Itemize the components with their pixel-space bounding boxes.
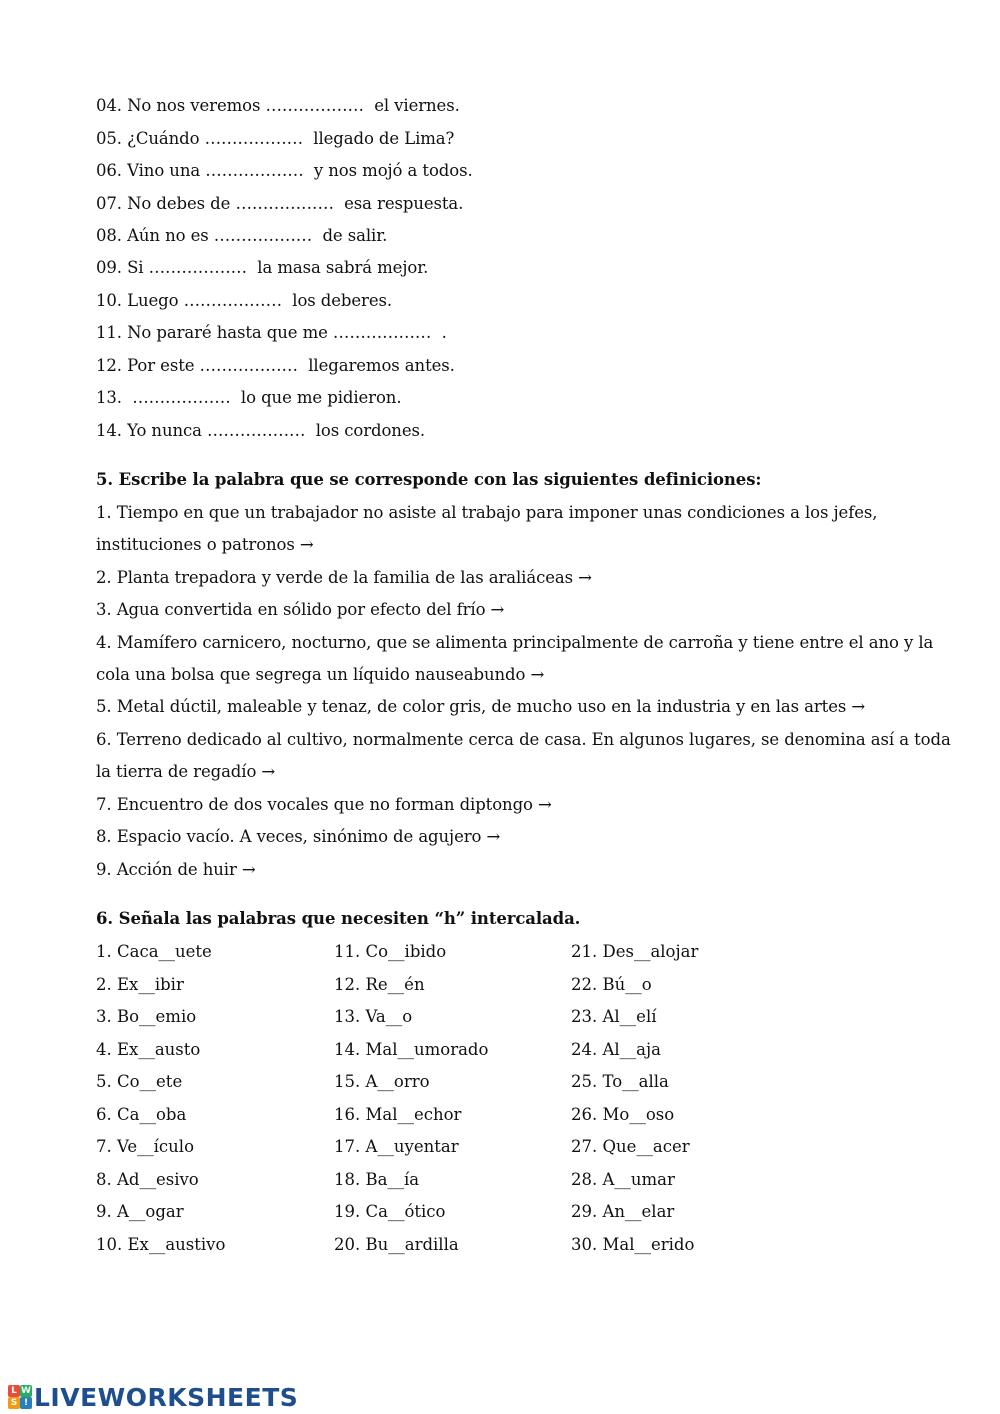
word-item: 19. Ca__ótico [334, 1202, 446, 1221]
exercise-item: 13. ……………… lo que me pidieron. [96, 388, 402, 407]
exercise-item: 10. Luego ……………… los deberes. [96, 291, 393, 310]
definition-line: instituciones o patronos → [96, 535, 314, 554]
word-item: 23. Al__elí [571, 1007, 657, 1026]
liveworksheets-logo-icon: L W S ! [8, 1385, 32, 1409]
exercise-item: 11. No pararé hasta que me ……………… . [96, 323, 447, 342]
word-item: 20. Bu__ardilla [334, 1234, 459, 1254]
word-item: 27. Que__acer [571, 1137, 690, 1156]
word-item: 30. Mal__erido [571, 1234, 695, 1254]
definition-line: 3. Agua convertida en sólido por efecto del frío → [96, 600, 505, 619]
word-item: 8. Ad__esivo [96, 1169, 199, 1189]
definition-line: 6. Terreno dedicado al cultivo, normalmente cerca de casa. En algunos lugares, se denomina así a toda [96, 730, 951, 749]
definition-line: 7. Encuentro de dos vocales que no forman diptongo → [96, 795, 552, 814]
section-heading: 6. Señala las palabras que necesiten “h” intercalada. [96, 909, 581, 928]
word-item: 14. Mal__umorado [334, 1039, 489, 1059]
word-item: 5. Co__ete [96, 1072, 183, 1091]
word-item: 9. A__ogar [96, 1202, 184, 1221]
definition-line: 8. Espacio vacío. A veces, sinónimo de agujero → [96, 827, 501, 846]
word-item: 25. To__alla [571, 1072, 669, 1091]
word-item: 29. An__elar [571, 1202, 675, 1221]
word-item: 10. Ex__austivo [96, 1234, 226, 1254]
exercise-item: 12. Por este ……………… llegaremos antes. [96, 356, 455, 375]
brand-name: LIVEWORKSHEETS [34, 1382, 299, 1412]
definition-line: cola una bolsa que segrega un líquido nauseabundo → [96, 665, 545, 684]
definition-line: 4. Mamífero carnicero, nocturno, que se alimenta principalmente de carroña y tiene entre el ano y la [96, 633, 934, 652]
exercise-item: 09. Si ……………… la masa sabrá mejor. [96, 258, 429, 277]
word-item: 3. Bo__emio [96, 1007, 197, 1026]
word-item: 4. Ex__austo [96, 1039, 201, 1059]
word-item: 7. Ve__ículo [96, 1137, 195, 1156]
word-item: 15. A__orro [334, 1072, 430, 1091]
exercise-item: 07. No debes de ……………… esa respuesta. [96, 194, 464, 213]
word-item: 22. Bú__o [571, 974, 652, 994]
word-item: 6. Ca__oba [96, 1104, 187, 1124]
word-item: 11. Co__ibido [334, 942, 447, 961]
word-item: 13. Va__o [334, 1007, 413, 1026]
section-heading: 5. Escribe la palabra que se corresponde con las siguientes definiciones: [96, 470, 762, 489]
definition-line: 9. Acción de huir → [96, 860, 256, 879]
exercise-item: 04. No nos veremos ……………… el viernes. [96, 96, 460, 115]
word-item: 28. A__umar [571, 1169, 675, 1189]
definition-line: 2. Planta trepadora y verde de la familia de las araliáceas → [96, 568, 592, 587]
definition-line: 1. Tiempo en que un trabajador no asiste al trabajo para imponer unas condiciones a los jefes, [96, 503, 878, 522]
word-item: 1. Caca__uete [96, 942, 212, 961]
definition-line: 5. Metal dúctil, maleable y tenaz, de color gris, de mucho uso en la industria y en las artes → [96, 697, 866, 716]
word-item: 24. Al__aja [571, 1039, 661, 1059]
word-item: 18. Ba__ía [334, 1169, 420, 1189]
footer-brand [8, 1380, 298, 1414]
exercise-item: 05. ¿Cuándo ……………… llegado de Lima? [96, 129, 455, 148]
word-item: 17. A__uyentar [334, 1137, 459, 1156]
word-item: 26. Mo__oso [571, 1104, 675, 1124]
word-item: 16. Mal__echor [334, 1104, 462, 1124]
word-item: 2. Ex__ibir [96, 974, 184, 994]
exercise-item: 08. Aún no es ……………… de salir. [96, 226, 388, 245]
exercise-item: 06. Vino una ……………… y nos mojó a todos. [96, 161, 473, 180]
word-item: 12. Re__én [334, 974, 425, 994]
word-item: 21. Des__alojar [571, 942, 699, 961]
exercise-item: 14. Yo nunca ……………… los cordones. [96, 421, 426, 440]
definition-line: la tierra de regadío → [96, 762, 276, 781]
